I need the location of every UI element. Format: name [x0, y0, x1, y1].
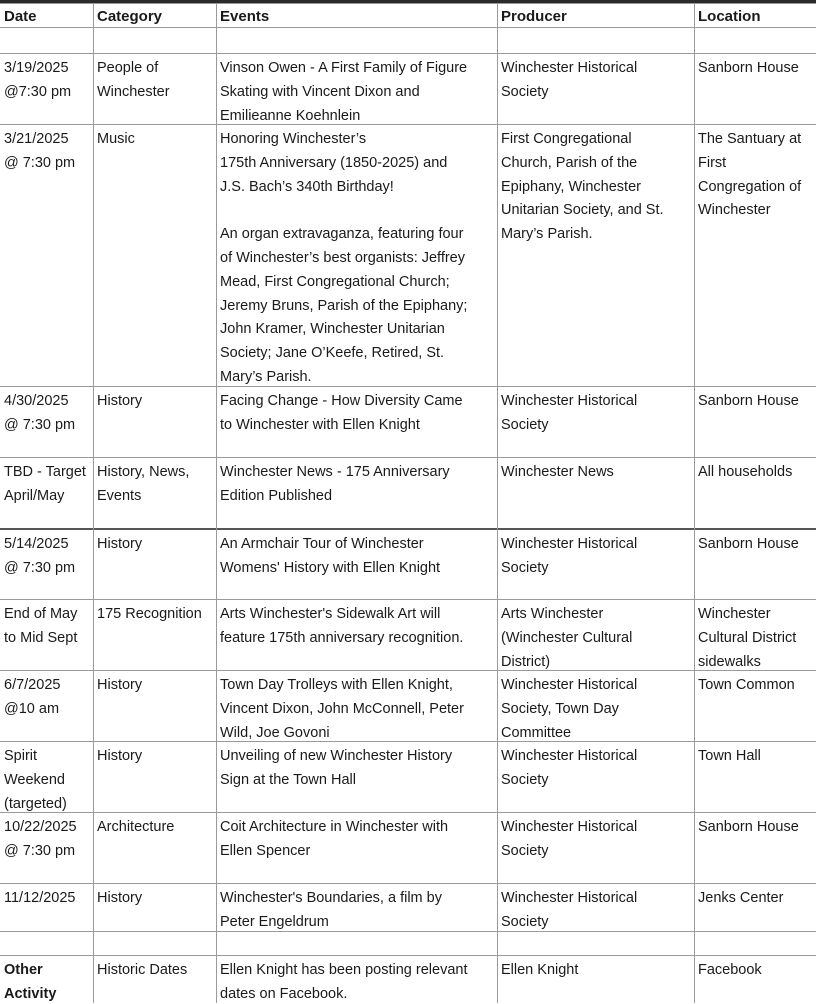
date-cell[interactable]: 6/7/2025 @10 am — [4, 677, 61, 717]
category-cell[interactable]: 175 Recognition — [97, 606, 202, 622]
category-cell[interactable]: History — [97, 393, 143, 409]
category-cell[interactable]: History, News, Events — [97, 464, 190, 504]
location-cell[interactable]: Sanborn House — [698, 819, 799, 835]
column-header-location: Location — [698, 8, 761, 25]
event-cell[interactable]: Vinson Owen - A First Family of Figure Skating with Vincent Dixon and Emilieanne Koehnlein — [220, 60, 468, 124]
category-cell[interactable]: Music — [97, 131, 135, 147]
producer-cell[interactable]: Winchester Historical Society — [501, 748, 638, 788]
producer-cell[interactable]: Winchester News — [501, 464, 614, 480]
column-header-producer: Producer — [501, 8, 567, 25]
date-cell[interactable]: 4/30/2025 @ 7:30 pm — [4, 393, 76, 433]
event-cell[interactable]: Honoring Winchester’s 175th Anniversary (1850-2025) and J.S. Bach’s 340th Birthday! An organ extravaganza, featuring four of Winchester’s best organists: Jeffrey Mead, First Congregational Church; Jeremy Bruns, Parish of the Epiphany; John Kramer, Winchester Unitarian Society; Jane O’Keefe, Retired, St. Mary’s Parish. — [220, 131, 468, 385]
producer-cell[interactable]: Winchester Historical Society — [501, 393, 638, 433]
category-cell[interactable]: History — [97, 536, 143, 552]
location-cell[interactable]: Sanborn House — [698, 60, 799, 76]
column-divider — [93, 3, 94, 1003]
column-header-event: Events — [220, 8, 270, 25]
date-cell[interactable]: 10/22/2025 @ 7:30 pm — [4, 819, 77, 859]
column-header-date: Date — [4, 8, 37, 25]
location-cell[interactable]: Sanborn House — [698, 393, 799, 409]
event-cell[interactable]: Unveiling of new Winchester History Sign at the Town Hall — [220, 748, 453, 788]
column-divider — [694, 3, 695, 1003]
event-cell[interactable]: Town Day Trolleys with Ellen Knight, Vincent Dixon, John McConnell, Peter Wild, Joe Govoni — [220, 677, 464, 741]
location-cell[interactable]: All households — [698, 464, 793, 480]
column-header-category: Category — [97, 8, 163, 25]
date-cell[interactable]: Spirit Weekend (targeted) — [4, 748, 67, 812]
event-cell[interactable]: Ellen Knight has been posting relevant dates on Facebook. — [220, 962, 468, 1002]
category-cell[interactable]: People of Winchester — [97, 60, 170, 100]
date-cell[interactable]: TBD - Target April/May — [4, 464, 86, 504]
category-cell[interactable]: Architecture — [97, 819, 175, 835]
event-cell[interactable]: Facing Change - How Diversity Came to Winchester with Ellen Knight — [220, 393, 463, 433]
date-cell[interactable]: 3/21/2025 @ 7:30 pm — [4, 131, 76, 171]
column-divider — [497, 3, 498, 1003]
column-divider — [216, 3, 217, 1003]
producer-cell[interactable]: Winchester Historical Society — [501, 890, 638, 930]
producer-cell[interactable]: First Congregational Church, Parish of the Epiphany, Winchester Unitarian Society, and St. Mary’s Parish. — [501, 131, 664, 243]
location-cell[interactable]: Sanborn House — [698, 536, 799, 552]
category-cell[interactable]: Historic Dates — [97, 962, 188, 978]
location-cell[interactable]: Winchester Cultural District sidewalks — [698, 606, 797, 670]
event-cell[interactable]: Winchester's Boundaries, a film by Peter Engeldrum — [220, 890, 442, 930]
date-cell[interactable]: Other Activity — [4, 962, 57, 1002]
producer-cell[interactable]: Winchester Historical Society — [501, 536, 638, 576]
producer-cell[interactable]: Arts Winchester (Winchester Cultural District) — [501, 606, 633, 670]
date-cell[interactable]: 3/19/2025 @7:30 pm — [4, 60, 72, 100]
date-cell[interactable]: End of May to Mid Sept — [4, 606, 78, 646]
date-cell[interactable]: 11/12/2025 — [4, 890, 76, 906]
category-cell[interactable]: History — [97, 748, 143, 764]
producer-cell[interactable]: Winchester Historical Society, Town Day Committee — [501, 677, 638, 741]
location-cell[interactable]: The Santuary at First Congregation of Winchester — [698, 131, 802, 219]
location-cell[interactable]: Jenks Center — [698, 890, 784, 906]
event-cell[interactable]: Arts Winchester's Sidewalk Art will feature 175th anniversary recognition. — [220, 606, 464, 646]
location-cell[interactable]: Town Common — [698, 677, 795, 693]
producer-cell[interactable]: Ellen Knight — [501, 962, 579, 978]
producer-cell[interactable]: Winchester Historical Society — [501, 60, 638, 100]
event-cell[interactable]: Coit Architecture in Winchester with Ellen Spencer — [220, 819, 449, 859]
location-cell[interactable]: Facebook — [698, 962, 762, 978]
event-cell[interactable]: Winchester News - 175 Anniversary Edition Published — [220, 464, 450, 504]
producer-cell[interactable]: Winchester Historical Society — [501, 819, 638, 859]
location-cell[interactable]: Town Hall — [698, 748, 761, 764]
event-cell[interactable]: An Armchair Tour of Winchester Womens' History with Ellen Knight — [220, 536, 441, 576]
category-cell[interactable]: History — [97, 677, 143, 693]
date-cell[interactable]: 5/14/2025 @ 7:30 pm — [4, 536, 76, 576]
category-cell[interactable]: History — [97, 890, 143, 906]
